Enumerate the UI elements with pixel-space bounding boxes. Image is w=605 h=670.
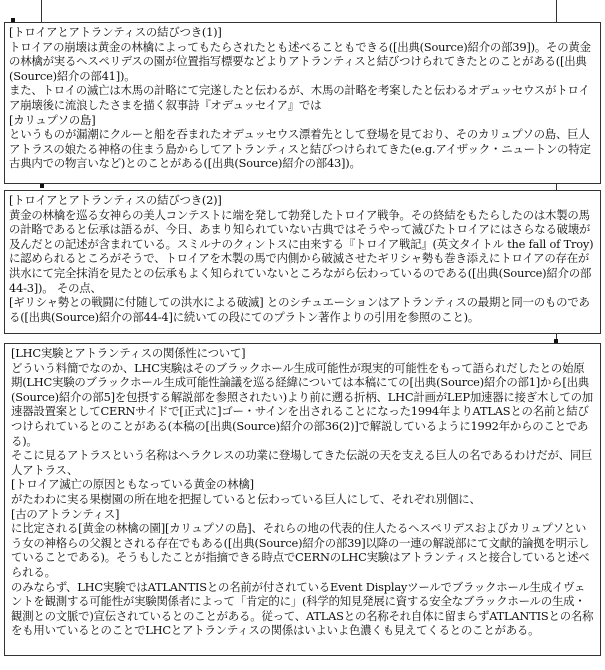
connector-dot (40, 184, 44, 188)
section-heading: [トロイアとアトランティスの結びつき(2)] (9, 193, 222, 207)
section-heading: [トロイアとアトランティスの結びつき(1)] (9, 25, 222, 39)
section-troy-atlantis-1 (4, 22, 601, 184)
paragraph: トロイアの崩壊は黄金の林檎によってもたらされたとも述べることもできる([出典(Source)紹介の部39])。その黄金の林檎が実るヘスペリデスの園が位置指写標要などよりアトランティスと結びつけられてきたとのことがある([出典(Source)紹介の部41])。 (9, 39, 591, 83)
paragraph: というものが漏潮にクルーと船を吞まれたオデュッセウス漂着先として登場を見ており、そのカリュプソの島、巨人アトラスの娘たる神格の住まう島からしてアトランティスと結びつけられてきた(e.g.アイザック・ニュートンの特定古典内での物言いなど)とのことがある([出典(Source)紹介の部43])。 (9, 127, 591, 171)
paragraph: どういう料簡でなのか、LHC実験はそのブラックホール生成可能性が現実的可能性をもって語られだしたとの始原期(LHC実験のブラックホール生成可能性論議を巡る経緯については本稿にての[出典(Source)紹介の部1]から[出典(Source)紹介の部5]を包摂する解説部を参照されたい)より前に遡る折柄、LHC計画がLEP加速器に接ぎ木しての加速器設置案としてCERNサイドで[正式に]ゴー・サインを出されることになった1994年よりATLASとの名前と結びつけられているとのことがある(本稿の[出典(Source)紹介の部36(2)]で解説しているように1992年からのことである)。 (11, 360, 593, 448)
section-troy-atlantis-2 (4, 190, 601, 334)
paragraph: のみならず、LHC実験ではATLANTISとの名前が付されているEvent Displayツールでブラックホール生成イヴェントを観測する可能性が実験関係者によって「肯定的に」(科学的知見発展に資する安全なブラックホールの生成・観測との文脈で)宣伝されているとのことがある。従って、ATLASとの名称それ自体に留まらずATLANTISとの名称をも用いているとのことでLHCとアトランティスの関係はいよいよ色濃くも見えてくるとのことがある。 (11, 579, 594, 638)
paragraph: がたわわに実る果樹園の所在地を把握していると伝わっている巨人にして、それぞれ別個に、 (11, 491, 481, 506)
bracket-term: [古のアトランティス] (11, 506, 120, 521)
bracket-term: [カリュプソの島] (9, 112, 96, 127)
paragraph: に比定される[黄金の林檎の園][カリュプソの島]、それらの地の代表的住人たるヘスペリデスおよびカリュプソという女の神格らの父親とされる存在でもある([出典(Source)紹介の部39]以降の一連の解説部にて文献的論拠を明示していることである)。そうもしたことが指摘できる時点でCERNのLHC実験はアトランティスと接合していると述べられる。 (11, 521, 590, 579)
paragraph: [ギリシャ勢との戦闘に付随しての洪水による破滅] とのシチュエーションはアトランティスの最期と同一のものである([出典(Source)紹介の部44-4]に続いての段にてのプラトン著作よりの引用を参照のこと)。 (9, 295, 590, 324)
paragraph: また、トロイの滅亡は木馬の計略にて完遂したと伝わるが、木馬の計略を考案したと伝わるオデュッセウスがトロイア崩壊後に流浪したさまを描く叙事詩『オデュッセイア』では (9, 83, 590, 112)
paragraph: 黄金の林檎を巡る女神らの美人コンテストに端を発して勃発したトロイア戦争。その終結をもたらしたのは木製の馬の計略であると伝承は語るが、今日、あまり知られていない古典ではそうやって滅びたトロイアにはさらなる破壊が及んだとの記述が含まれている。スミルナのクィントスに由来する『トロイア戦記』(英文タイトル the fall of Troy)に認められるところがそうで、トロイアを木製の馬で内側から破滅させたギリシャ勢も巻き添えにトロイアの存在が洪水にて完全抹消を見たとの伝承もよく知られていないところながら伝わっているのである([出典(Source)紹介の部44-3])。 その点、 (9, 207, 594, 295)
section-lhc-atlantis (4, 343, 601, 656)
paragraph: そこに見るアトラスという名称はヘラクレスの功業に登場してきた伝説の天を支える巨人の名であるわけだが、同巨人アトラス、 (11, 448, 593, 477)
bracket-term: [トロイア滅亡の原因ともなっている黄金の林檎] (11, 477, 254, 492)
section-heading: [LHC実験とアトランティスの関係性について] (11, 346, 246, 360)
